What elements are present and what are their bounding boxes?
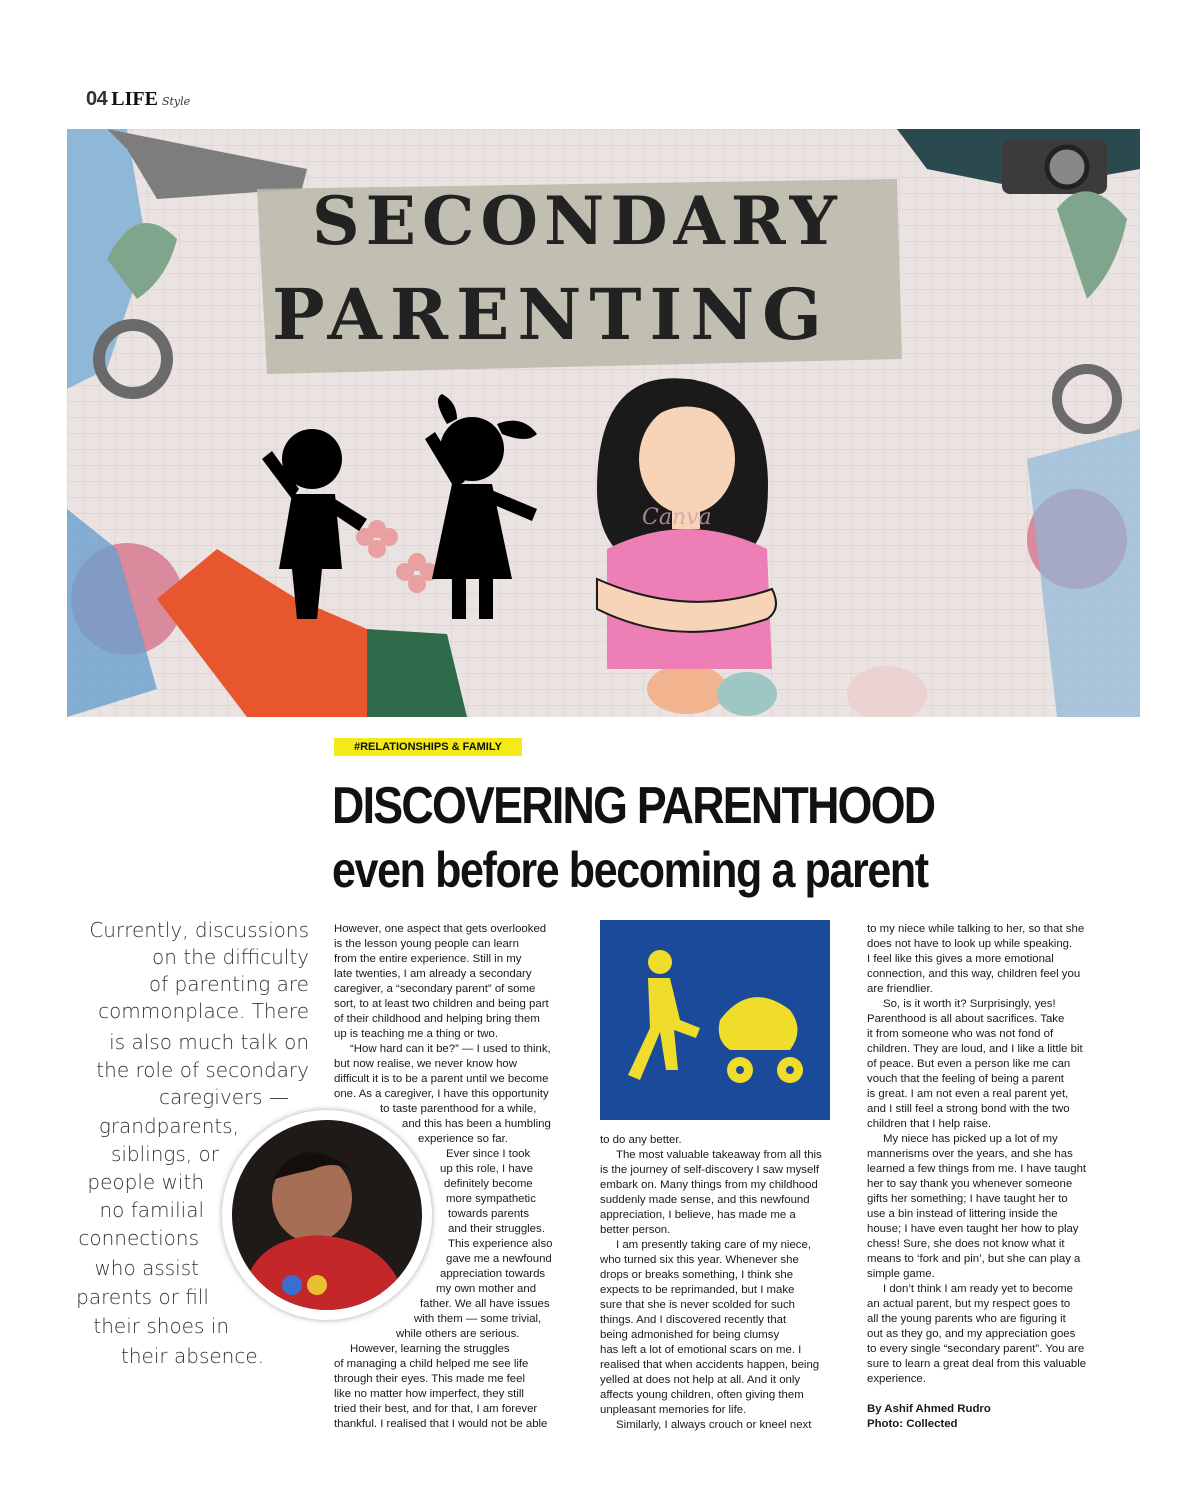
text-line: does not have to look up while speaking. — [867, 938, 1073, 950]
text-line: are friendlier. — [867, 983, 933, 995]
pull-quote-line: is also much talk on — [109, 1030, 309, 1054]
pull-quote-line: Currently, discussions — [89, 918, 309, 942]
text-line: Parenthood is all about sacrifices. Take — [867, 1013, 1065, 1025]
text-line: and their struggles. — [448, 1223, 545, 1235]
text-line: an actual parent, but my respect goes to — [867, 1298, 1071, 1310]
pull-quote-line: connections — [78, 1226, 199, 1250]
text-line: vouch that the feeling of being a parent — [867, 1073, 1064, 1085]
text-line: experience so far. — [418, 1133, 508, 1145]
pull-quote-line: parents or fill — [76, 1285, 209, 1309]
page-header — [86, 88, 190, 111]
text-line: late twenties, I am already a secondary — [334, 968, 532, 980]
pull-quote-line: of parenting are — [148, 972, 309, 996]
text-line: is the journey of self-discovery I saw myself — [600, 1164, 820, 1176]
text-line: her to say thank you whenever someone — [867, 1178, 1073, 1190]
pull-quote-line: the role of secondary — [96, 1058, 309, 1082]
text-line: who turned six this year. Whenever she — [600, 1254, 799, 1266]
text-line: affects young children, often giving them — [600, 1389, 804, 1401]
text-line: tried their best, and for that, I am forever — [334, 1403, 538, 1415]
text-line: to every single “secondary parent”. You are — [867, 1343, 1085, 1355]
pull-quote-line: siblings, or — [110, 1142, 219, 1166]
text-line: up is teaching me a thing or two. — [334, 1028, 498, 1040]
article-column-2 — [600, 1133, 840, 1433]
text-line: chess! Sure, she does not know what it — [867, 1238, 1065, 1250]
text-line: my own mother and — [436, 1283, 537, 1295]
text-line: all the young parents who are figuring it — [867, 1313, 1066, 1325]
text-line: expects to be reprimanded, but I make — [600, 1284, 795, 1296]
headline-sub: even before becoming a parent — [332, 842, 928, 898]
text-line: Similarly, I always crouch or kneel next — [616, 1419, 812, 1431]
text-line: to do any better. — [600, 1134, 682, 1146]
text-line: However, learning the struggles — [350, 1343, 510, 1355]
text-line: unpleasant memories for life. — [600, 1404, 747, 1416]
text-line: things. And I discovered recently that — [600, 1314, 787, 1326]
text-line: Ever since I took — [446, 1148, 531, 1160]
text-line: drops or breaks something, I think she — [600, 1269, 794, 1281]
text-line: up this role, I have — [440, 1163, 534, 1175]
text-line: This experience also — [448, 1238, 553, 1250]
text-line: So, is it worth it? Surprisingly, yes! — [883, 998, 1056, 1010]
text-line: house; I have even taught her how to play — [867, 1223, 1079, 1235]
text-line: sort, to at least two children and being part — [334, 998, 549, 1010]
byline: By Ashif Ahmed Rudro — [867, 1403, 991, 1415]
text-line: difficult it is to be a parent until we become — [334, 1073, 549, 1085]
page-number: 04 — [86, 88, 108, 110]
text-line: sure that she is never scolded for such — [600, 1299, 796, 1311]
pull-quote-line: grandparents, — [98, 1114, 239, 1138]
text-line: is the lesson young people can learn — [334, 938, 519, 950]
text-line: realised that when accidents happen, being — [600, 1359, 820, 1371]
pull-quote-line: their absence. — [121, 1344, 264, 1368]
text-line: while others are serious. — [396, 1328, 520, 1340]
text-line: sure to learn a great deal from this valuable — [867, 1358, 1087, 1370]
pull-quote-line: on the difficulty — [152, 945, 309, 969]
text-line: yelled at does not help at all. And it only — [600, 1374, 801, 1386]
text-line: and I still feel a strong bond with the two — [867, 1103, 1070, 1115]
text-line: I am presently taking care of my niece, — [616, 1239, 811, 1251]
text-line: but now realise, we never know how — [334, 1058, 517, 1070]
pull-quote-line: people with — [87, 1170, 204, 1194]
pull-quote-line: who assist — [94, 1256, 199, 1280]
canva-watermark: Canva — [642, 505, 712, 530]
hero-title-line2: PARENTING — [272, 273, 830, 356]
text-line: to taste parenthood for a while, — [380, 1103, 537, 1115]
text-line: to my niece while talking to her, so that she — [867, 923, 1085, 935]
text-line: gifts her something; I have taught her to — [867, 1193, 1068, 1205]
text-line: out as they go, and my appreciation goes — [867, 1328, 1076, 1340]
brand-sub: Style — [161, 95, 191, 108]
text-line: of peace. But even a person like me can — [867, 1058, 1071, 1070]
text-line: and this has been a humbling — [402, 1118, 551, 1130]
category-tag: #RELATIONSHIPS & FAMILY — [334, 738, 522, 756]
text-line: better person. — [600, 1224, 671, 1236]
pull-quote-line: no familial — [99, 1198, 204, 1222]
headline-main: DISCOVERING PARENTHOOD — [332, 777, 935, 835]
text-line: children. They are loud, and I like a little bit — [867, 1043, 1083, 1055]
photo-credit: Photo: Collected — [867, 1418, 958, 1430]
text-line: one. As a caregiver, I have this opportunity — [334, 1088, 549, 1100]
text-line: connection, and this way, children feel you — [867, 968, 1081, 980]
text-line: through their eyes. This made me feel — [334, 1373, 525, 1385]
pull-quote-line: their shoes in — [93, 1314, 229, 1338]
text-line: mannerisms over the years, and she has — [867, 1148, 1073, 1160]
stroller-sign-photo — [600, 920, 830, 1120]
article-column-3 — [867, 922, 1117, 1432]
text-line: suddenly made sense, and this newfound — [600, 1194, 810, 1206]
text-line: children that I help raise. — [867, 1118, 992, 1130]
text-line: My niece has picked up a lot of my — [883, 1133, 1058, 1145]
text-line: is great. I am not even a real parent yet, — [867, 1088, 1069, 1100]
text-line: I don’t think I am ready yet to become — [883, 1283, 1073, 1295]
text-line: However, one aspect that gets overlooked — [334, 923, 547, 935]
hero-title-line1: SECONDARY — [312, 182, 843, 260]
text-line: like no matter how imperfect, they still — [334, 1388, 524, 1400]
brand-logo: LIFE — [111, 88, 158, 110]
pull-quote-line: commonplace. There — [98, 999, 309, 1023]
text-line: gave me a newfound — [446, 1253, 552, 1265]
text-line: caregiver, a “secondary parent” of some — [334, 983, 536, 995]
text-line: experience. — [867, 1373, 926, 1385]
woman-illustration — [597, 378, 776, 669]
text-line: has left a lot of emotional scars on me. I — [600, 1344, 802, 1356]
pull-quote-line: caregivers — — [158, 1085, 289, 1109]
text-line: appreciation, I believe, has made me a — [600, 1209, 796, 1221]
hero-illustration — [67, 129, 1140, 717]
text-line: appreciation towards — [440, 1268, 546, 1280]
text-line: from the entire experience. Still in my — [334, 953, 522, 965]
text-line: definitely become — [444, 1178, 533, 1190]
text-line: more sympathetic — [446, 1193, 536, 1205]
text-line: father. We all have issues — [420, 1298, 550, 1310]
text-line: simple game. — [867, 1268, 935, 1280]
text-line: of managing a child helped me see life — [334, 1358, 529, 1370]
text-line: of their childhood and helping bring them — [334, 1013, 540, 1025]
text-line: embark on. Many things from my childhood — [600, 1179, 818, 1191]
text-line: being admonished for being clumsy — [600, 1329, 780, 1341]
text-line: “How hard can it be?” — I used to think, — [350, 1043, 551, 1055]
child-photo — [222, 1110, 432, 1320]
text-line: use a bin instead of littering inside the — [867, 1208, 1058, 1220]
text-line: towards parents — [448, 1208, 530, 1220]
text-line: with them — some trivial, — [414, 1313, 542, 1325]
text-line: thankful. I realised that I would not be able — [334, 1418, 548, 1430]
text-line: learned a few things from me. I have taught — [867, 1163, 1087, 1175]
text-line: it from someone who was not fond of — [867, 1028, 1054, 1040]
text-line: The most valuable takeaway from all this — [616, 1149, 822, 1161]
text-line: means to ‘fork and pin’, but she can play a — [867, 1253, 1081, 1265]
text-line: I feel like this gives a more emotional — [867, 953, 1054, 965]
